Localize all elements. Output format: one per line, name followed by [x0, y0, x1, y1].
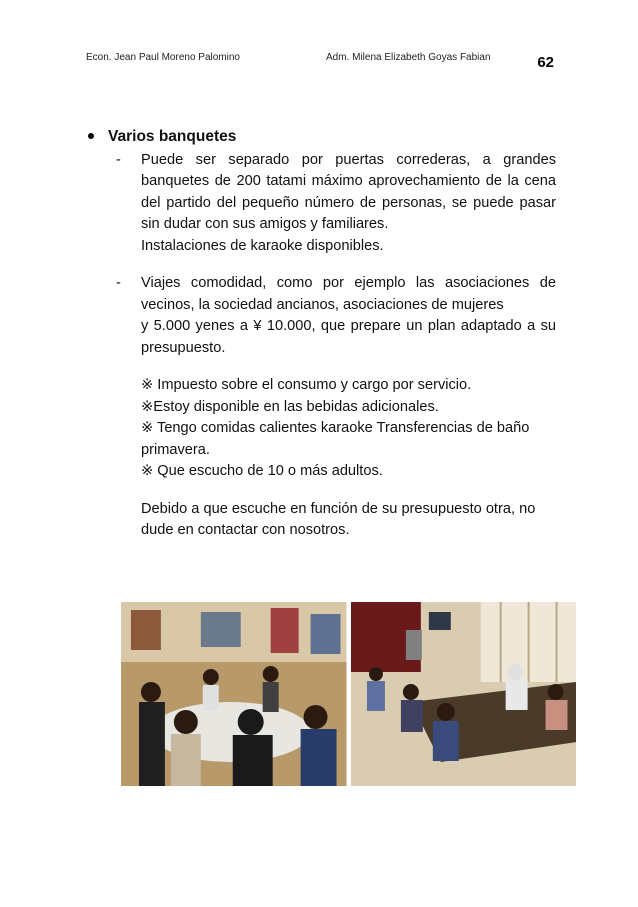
item1-text: Puede ser separado por puertas correderas, a grandes banquetes de 200 tatami máximo aprovechamiento de la cena del partido del pequeño número de personas, se puede pasar sin dudar con sus amigos y familiares. [141, 151, 556, 232]
note-item: ※ Que escucho de 10 o más adultos. [141, 463, 383, 479]
banquet-hall-photo [121, 602, 347, 786]
note-item: ※Estoy disponible en las bebidas adicionales. [141, 398, 439, 415]
section-title: Varios banquetes [108, 128, 237, 145]
dash-marker: - [116, 275, 121, 291]
item1-karaoke: Instalaciones de karaoke disponibles. [141, 237, 384, 254]
item2-text-2: y 5.000 yenes a ¥ 10.000, que prepare un plan adaptado a su presupuesto. [141, 318, 556, 356]
item2-text-1: Viajes comodidad, como por ejemplo las asociaciones de vecinos, la sociedad ancianos, asociaciones de mujeres [141, 275, 556, 313]
note-item: ※ Tengo comidas calientes karaoke Transferencias de baño primavera. [141, 420, 530, 458]
tatami-banquet-photo [351, 602, 577, 786]
photo-row [121, 602, 576, 786]
closing-paragraph [86, 499, 556, 542]
notes-list [86, 375, 556, 483]
list-item-1 [86, 150, 556, 258]
main-content [86, 126, 556, 542]
header-author-left: Econ. Jean Paul Moreno Palomino [86, 52, 240, 63]
page-number: 62 [537, 54, 554, 71]
section-heading [86, 126, 556, 148]
list-item-2 [86, 273, 556, 359]
header-author-right: Adm. Milena Elizabeth Goyas Fabian [326, 52, 491, 63]
bullet-icon [88, 133, 94, 139]
note-item: ※ Impuesto sobre el consumo y cargo por servicio. [141, 377, 472, 393]
dash-marker: - [116, 151, 121, 168]
closing-text: Debido a que escuche en función de su presupuesto otra, no dude en contactar con nosotros. [141, 500, 536, 538]
